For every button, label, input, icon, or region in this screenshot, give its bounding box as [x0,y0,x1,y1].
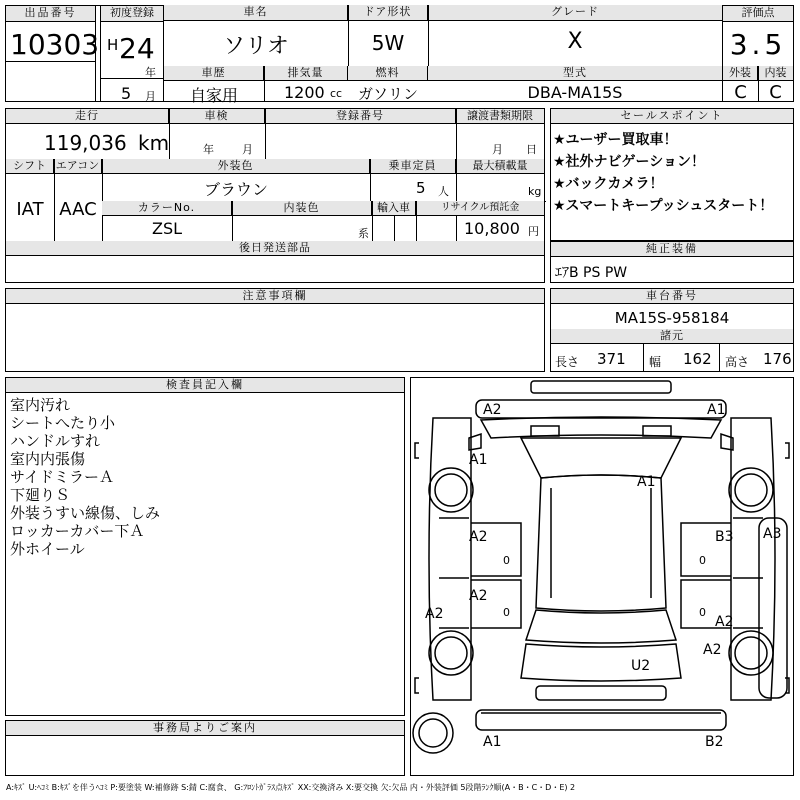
sales-points-box [550,108,794,241]
mileage-unit: km [138,131,170,155]
sales-points-label: セールスポイント [551,109,793,124]
int-color-label: 内装色 [232,201,372,216]
width-label: 幅 [649,355,662,369]
exterior-label: 外装 [723,66,758,81]
sales-point: ★社外ナビゲーション！ [553,154,705,170]
inspector-item: サイドミラーＡ [10,468,114,486]
lot-cell [5,5,100,102]
inspector-item: ロッカーカバー下Ａ [10,522,145,540]
inspector-item: 下廻りＳ [10,486,71,504]
damage-mark: A3 [763,526,782,542]
chassis-box [550,288,794,372]
capacity-label: 乗車定員 [370,159,456,174]
damage-mark: A2 [425,606,444,622]
grade: X [567,29,583,54]
damage-mark: U2 [631,658,651,674]
displacement-unit: cc [330,87,343,100]
mileage: 119,036 [44,131,127,155]
score: 3.5 [729,28,787,61]
fuel: ガソリン [357,85,418,103]
fuel-label: 燃料 [348,66,428,81]
load-unit: kg [528,185,542,198]
inspector-item: 室内内張傷 [10,450,86,468]
history-label: 車歴 [164,66,264,81]
length-value: 371 [597,350,626,368]
door-label: ドア形状 [348,5,428,21]
lot-number: 10303 [10,28,100,61]
model-label: 型式 [428,66,722,81]
car-name: ソリオ [223,34,289,59]
inspector-item: ハンドルすれ [10,432,101,450]
ext-color-label: 外装色 [102,159,370,174]
history: 自家用 [189,86,238,105]
transfer-month-unit: 月 [492,143,503,156]
height-value: 176 [763,350,792,368]
inspector-item: 室内汚れ [10,396,71,414]
svg-text:0: 0 [503,606,510,619]
grade-label: グレード [428,5,722,21]
notes-label: 注意事項欄 [6,289,544,304]
office-box [5,720,405,776]
damage-mark: A1 [483,734,502,750]
car-diagram-drawing [411,378,793,775]
ext-color: ブラウン [203,180,268,199]
door-type: 5W [371,31,405,55]
width-value: 162 [683,350,712,368]
recycle-unit: 円 [528,225,539,238]
ac: AAC [59,199,97,220]
displacement-label: 排気量 [264,66,348,81]
color-no-label: カラーNo. [102,201,232,216]
sales-point: ★スマートキープッシュスタート！ [553,198,774,214]
damage-mark: B2 [705,734,724,750]
equipment-label: 純正装備 [551,242,793,257]
later-parts-label: 後日発送部品 [6,241,544,256]
transfer-label: 譲渡書類期限 [456,109,544,124]
damage-mark: A2 [715,614,734,630]
exterior-grade: C [734,82,747,103]
shift: IAT [16,199,44,220]
damage-mark: A2 [483,402,502,418]
equipment-box [550,241,794,283]
first-reg-cell [100,5,164,102]
equipment-value: ｴｱB PS PW [555,265,628,281]
inspection-label: 車検 [169,109,265,124]
damage-mark: A1 [637,474,656,490]
sales-point: ★ユーザー買取車！ [553,132,678,148]
reg-month: 5 [121,84,132,103]
inspector-item: シートへたり小 [10,414,116,432]
office-label: 事務局よりご案内 [6,721,404,736]
inspector-item: 外装うすい線傷、しみ [10,504,161,522]
svg-text:0: 0 [699,606,706,619]
interior-label: 内装 [758,66,793,81]
color-no: ZSL [151,219,183,238]
reg-year: 24 [119,32,155,65]
capacity-unit: 人 [438,185,449,198]
recycle-label: リサイクル預託金 [416,201,544,216]
damage-mark: A2 [469,588,488,604]
height-label: 高さ [725,355,750,369]
capacity: 5 [416,179,426,197]
reg-number-label: 登録番号 [265,109,456,124]
details-table [5,108,545,283]
inspection-month-unit: 月 [242,143,253,156]
damage-mark: A1 [707,402,726,418]
displacement: 1200 [284,83,325,102]
first-reg-label: 初度登録 [101,6,163,22]
car-diagram [410,377,794,776]
dims-label: 諸元 [551,329,793,344]
year-unit: 年 [145,66,156,79]
month-unit: 月 [145,90,156,103]
svg-text:0: 0 [503,554,510,567]
mileage-label: 走行 [6,109,169,124]
score-label: 評価点 [723,6,793,22]
model-code: DBA-MA15S [527,83,623,102]
notes-box [5,288,545,372]
load-label: 最大積載量 [456,159,544,174]
damage-mark: B3 [715,529,734,545]
damage-mark: A2 [469,529,488,545]
inspector-label: 検査員記入欄 [6,378,404,393]
import-label: 輸入車 [372,201,416,216]
svg-text:0: 0 [699,554,706,567]
chassis-number: MA15S-958184 [614,309,730,327]
sales-point: ★バックカメラ！ [553,176,664,192]
inspection-year-unit: 年 [203,143,214,156]
interior-grade: C [769,82,782,103]
inspector-item: 外ホイール [10,540,85,558]
damage-mark: A2 [703,642,722,658]
era: H [107,36,119,54]
car-name-label: 車名 [164,5,348,21]
transfer-day-unit: 日 [526,143,537,156]
lot-label: 出品番号 [6,6,95,22]
score-cell [722,5,794,102]
ac-label: エアコン [54,159,102,174]
damage-mark: A1 [469,452,488,468]
legend: A:ｷｽﾞ U:ﾍｺﾐ B:ｷｽﾞを伴うﾍｺﾐ P:要塗装 W:補修跡 S:錆 C:腐食、 G:ﾌﾛﾝﾄｶﾞﾗｽ点ｷｽﾞ XX:交換済み X:要交換 欠:欠品 内・外装評価 5段階ﾗﾝｸ順(A・B・C・D・E) 2 [6,783,576,792]
inspector-box [5,377,405,716]
recycle-amount: 10,800 [464,219,520,238]
length-label: 長さ [555,355,580,369]
chassis-label: 車台番号 [551,289,793,304]
shift-label: シフト [6,159,54,174]
int-color-unit: 系 [358,227,369,240]
